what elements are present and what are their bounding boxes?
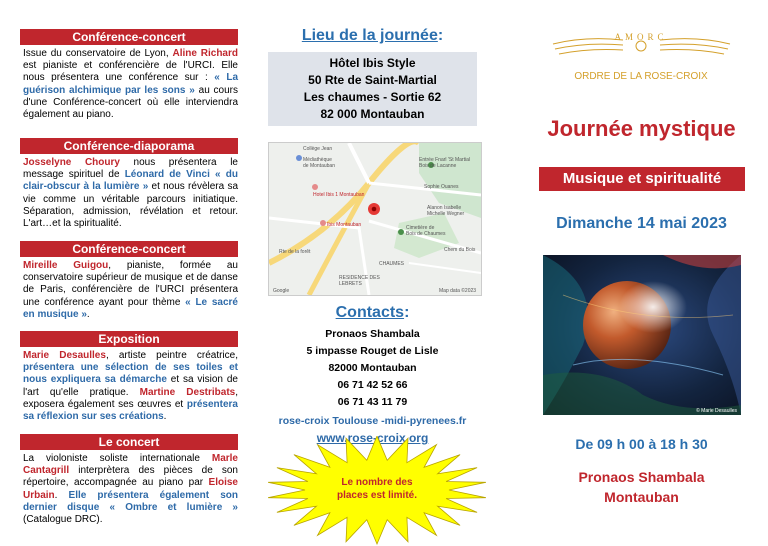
section [20,331,238,423]
lieu-title: Lieu de la journée: [301,27,444,44]
body-text: et nous révèlera sa vie comme un véritable parcours initiatique. Séparation, admission, révélation et retour. L'art…et la spiritualité. [23,181,238,230]
highlight-text: présentera sa réflexion sur ses créations [23,398,238,423]
painting [543,255,741,415]
section-text [23,453,238,526]
map-label: Hotel Ibis 1 Montauban [313,192,365,198]
event-title: Journée mystique [547,116,736,141]
map-label: Rte de la forêt [279,249,311,255]
person-name: Eloise Urbain [23,477,238,501]
person-name: Mireille Guigou [23,260,109,271]
map-label: Bois de Lacanne [419,163,457,169]
map-label: RESIDENCE DES [339,275,380,281]
section-heading: Le concert [20,434,238,450]
map-label: CHAUMES [379,261,405,267]
venue-line: Pronaos Shambala [578,469,705,485]
person-name: Marie Desaulles [23,350,106,361]
body-text: Issue du conservatoire de Lyon, [23,48,173,59]
section-text [23,260,238,321]
map-label: Collège Jean [303,146,333,152]
venue-line: Montauban [604,489,679,505]
contacts-title: Contacts: [335,304,410,321]
event-venue [515,467,768,507]
body-text: , exposera également ses œuvres et [23,386,238,410]
contact-line: 06 71 43 11 79 [337,396,408,408]
notice-line: places est limité. [336,490,418,501]
address-box [268,52,477,126]
highlight-text: présentera une sélection de ses toiles et nous expliquera sa démarche [23,362,238,386]
address-line: 50 Rte de Saint-Martial [308,73,437,87]
event-date: Dimanche 14 mai 2023 [556,215,727,232]
contact-line: 5 impasse Rouget de Lisle [306,345,439,357]
contact-line: Pronaos Shambala [325,328,420,340]
amorc-logo [515,26,768,88]
section-text [23,157,238,230]
event-hours: De 09 h 00 à 18 h 30 [575,436,708,452]
person-name: Marle Cantagrill [23,453,238,477]
website-link[interactable]: www.rose-croix.org [316,431,429,445]
section-heading: Conférence-diaporama [20,138,238,154]
logo-text: AMORC [614,32,668,42]
section [20,138,238,230]
map-label: Sophie Ouanes [424,184,459,190]
person-name: Martine Destribats [139,386,236,398]
body-text: au cours d'une Conférence-concert où elle interviendra également au piano. [23,84,239,121]
notice-line: Le nombre des [341,477,413,488]
section-heading: Conférence-concert [20,29,238,45]
person-name: Aline Richard [172,48,238,59]
contact-line: 06 71 42 52 66 [337,379,408,391]
map-label: Alanon Isabelle [427,205,462,211]
email-link[interactable]: rose-croix Toulouse -midi-pyrenees.fr [278,415,467,427]
section [20,29,238,121]
section-text [23,48,238,121]
painting-credit: © Marie Desaulles [696,408,737,414]
body-text: . [163,411,167,423]
location-map[interactable] [268,142,482,296]
map-label: de Montauban [303,163,335,169]
logo-subtitle: ORDRE DE LA ROSE-CROIX [574,71,708,82]
body-text: est pianiste et conférencière de l'URCI. Elle nous présentera une conférence sur : [23,60,238,84]
map-label: LEBRETS [339,281,362,287]
section-heading: Exposition [20,331,238,347]
notice-starburst [265,436,489,546]
section-text [23,350,238,423]
body-text: La violoniste soliste internationale [23,453,212,464]
map-graphic [269,143,481,295]
map-label: Ibis Montauban [327,222,362,228]
address-line: Hôtel Ibis Style [329,56,416,70]
body-text: nous présentera le message spirituel de [23,157,238,181]
body-text: et sa vision de l'art qu'elle pratique. [23,374,238,398]
middle-column [265,0,480,447]
highlight-text: Elle présentera également son dernier disque « Ombre et lumière » [23,489,238,513]
body-text: . [86,308,90,320]
painting-image [543,255,741,415]
map-label: Bois de Chaumes [406,231,446,237]
address-line: 82 000 Montauban [320,107,425,121]
theme-banner: Musique et spiritualité [539,167,745,191]
section [20,241,238,321]
body-text: (Catalogue DRC). [23,514,103,526]
map-label: Chem du Bois [444,247,476,253]
body-text: , pianiste, formée au conservatoire supérieur de musique et de danse de Paris, conférencière de l'URCI présentera une conférence ayant pour thème [23,260,238,308]
map-label: Map data ©2023 [439,288,477,294]
map-label: Google [273,288,290,294]
address-line: Les chaumes - Sortie 62 [303,90,442,104]
body-text: interprètera des pièces de son répertoire, accompagnée au piano par [23,465,238,489]
highlight-text: Léonard de Vinci « du clair-obscur à la lumière » [23,169,238,193]
highlight-text: « Le sacré en musique » [23,296,238,320]
body-text: . [54,489,69,501]
body-text: , artiste peintre créatrice, [105,350,238,361]
person-name: Josselyne Choury [23,157,120,168]
map-label: Cimetière de [406,225,435,231]
section-heading: Conférence-concert [20,241,238,257]
map-label: Médiathèque [303,157,332,163]
contacts-block [265,326,480,447]
contact-line: 82000 Montauban [328,362,417,374]
highlight-text: « La guérison alchimique par les sons » [23,72,239,96]
map-label: Michelle Wegner [427,211,465,217]
map-label: Entrée Fnarl 'St Martial [419,157,470,163]
section [20,434,238,526]
